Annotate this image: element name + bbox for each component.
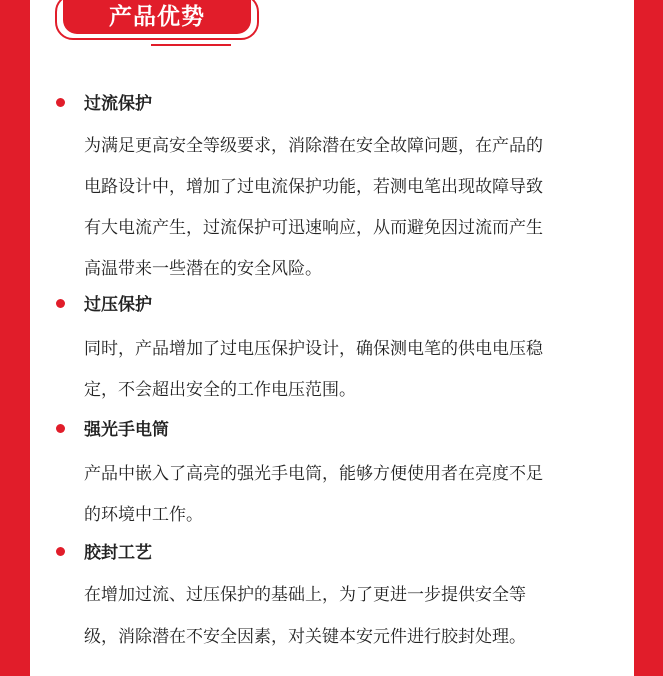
paragraph-line: 的环境中工作。	[84, 505, 203, 525]
paragraph-line: 级，消除潜在不安全因素，对关键本安元件进行胶封处理。	[84, 627, 526, 647]
section-title-flashlight: 强光手电筒	[84, 420, 169, 440]
paragraph-line: 产品中嵌入了高亮的强光手电筒，能够方便使用者在亮度不足	[84, 464, 543, 484]
paragraph-line: 电路设计中，增加了过电流保护功能，若测电笔出现故障导致	[84, 177, 543, 197]
section-title-overcurrent: 过流保护	[84, 94, 152, 114]
paragraph-line: 为满足更高安全等级要求，消除潜在安全故障问题，在产品的	[84, 136, 543, 156]
section-header-badge	[55, 0, 263, 50]
badge-decoration-line	[151, 44, 231, 46]
paragraph-line: 在增加过流、过压保护的基础上，为了更进一步提供安全等	[84, 585, 526, 605]
badge-title: 产品优势	[63, 0, 251, 34]
paragraph-line: 有大电流产生，过流保护可迅速响应，从而避免因过流而产生	[84, 218, 543, 238]
section-title-overvoltage: 过压保护	[84, 295, 152, 315]
bullet-icon	[56, 547, 65, 556]
section-title-sealing: 胶封工艺	[84, 543, 152, 563]
bullet-icon	[56, 98, 65, 107]
bullet-icon	[56, 299, 65, 308]
paragraph-line: 高温带来一些潜在的安全风险。	[84, 259, 322, 279]
bullet-icon	[56, 424, 65, 433]
paragraph-line: 同时，产品增加了过电压保护设计，确保测电笔的供电电压稳	[84, 339, 543, 359]
paragraph-line: 定，不会超出安全的工作电压范围。	[84, 380, 356, 400]
